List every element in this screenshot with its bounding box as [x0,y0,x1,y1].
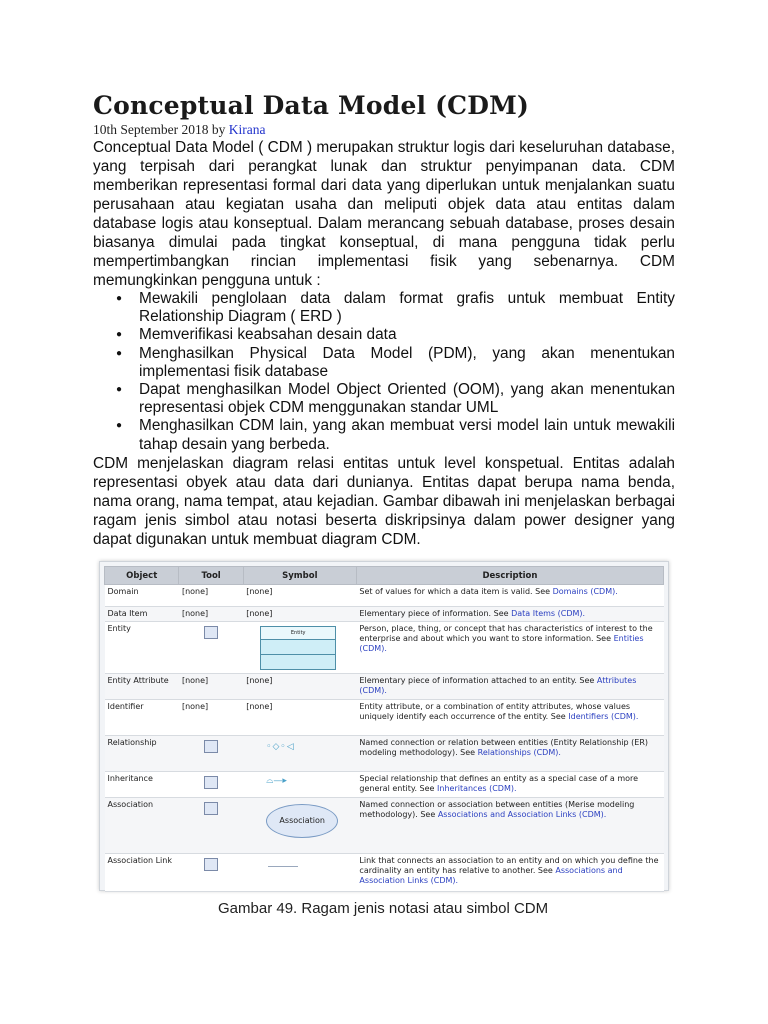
cdm-notation-figure [99,561,669,891]
inheritances-link[interactable]: Inheritances (CDM). [437,784,517,793]
inheritance-symbol-icon: ⌓—▸ [266,776,287,786]
col-description: Description [356,567,663,585]
list-item: ● Menghasilkan Physical Data Model (PDM), yang akan menentukan implementasi fisik database [116,344,675,380]
associations-link[interactable]: Associations and Association Links (CDM). [437,810,607,819]
domains-link[interactable]: Domains (CDM). [552,587,618,596]
table-row: Entity Attribute [none] [none] Elementary piece of information attached to an entity. See Attributes (CDM). [105,674,664,700]
attributes-link[interactable]: Attributes (CDM). [359,676,637,695]
closing-paragraph: CDM menjelaskan diagram relasi entitas untuk level konspetual. Entitas adalah representasi obyek atau data dari dunianya. Entitas dapat berupa nama benda, nama orang, nama tempat, atau kejadian. Gambar dibawah ini menjelaskan berbagai ragam jenis simbol atau notasi beserta diskripsinya dalam power designer yang dapat digunakan untuk membuat diagram CDM. [93,454,675,548]
bullet-icon: ● [116,329,123,341]
relationship-symbol-icon: ◦◇◦◁ [266,742,295,752]
table-row: Inheritance ⌓—▸ Special relationship that defines an entity as a special case of a more general entity. See Inheritances (CDM). [105,772,664,798]
entity-tool-icon [204,626,218,639]
post-by: by [211,122,226,137]
post-date: 10th September 2018 [93,122,209,137]
relationships-link[interactable]: Relationships (CDM). [477,748,561,757]
intro-paragraph: Conceptual Data Model ( CDM ) merupakan struktur logis dari keseluruhan database, yang terpisah dari perangkat lunak dan struktur penyimpanan data. CDM memberikan representasi formal dari data yang diperlukan untuk menjalankan suatu perusahaan atau kegiatan usaha dan meliputi objek data atau entitas dalam database logis atau konseptual. Dalam merancang sebuah database, proses desain biasanya dimulai pada tingkat konseptual, di mana pengguna tidak perlu mempertimbangkan rincian implementasi fisik yang sebenarnya. CDM memungkinkan pengguna untuk : [93,139,675,289]
col-symbol: Symbol [243,567,356,585]
entity-symbol-icon: Entity [260,626,336,670]
association-links-link[interactable]: Associations and Association Links (CDM). [359,866,623,885]
bullet-icon: ● [116,420,123,432]
relationship-tool-icon [204,740,218,753]
bullet-icon: ● [116,293,123,304]
table-row: Entity Entity Person, place, thing, or concept that has characteristics of interest to the enterprise and about which you want to store information. See Entities (CDM). [105,622,664,674]
list-item: ● Memverifikasi keabsahan desain data [116,326,397,344]
table-row: Association Association Named connection or association between entities (Merise modeling methodology). See Associations and Association Links (CDM). [105,798,664,854]
identifiers-link[interactable]: Identifiers (CDM). [568,712,639,721]
table-row: Identifier [none] [none] Entity attribute, or a combination of entity attributes, whose values uniquely identify each occurrence of the entity. See Identifiers (CDM). [105,700,664,736]
page-title: Conceptual Data Model (CDM) [93,91,530,120]
figure-caption: Gambar 49. Ragam jenis notasi atau simbol CDM [218,900,549,917]
table-row: Relationship ◦◇◦◁ Named connection or relation between entities (Entity Relationship (ER) modeling methodology). See Relationships (CDM). [105,736,664,772]
list-item: ● Dapat menghasilkan Model Object Oriented (OOM), yang akan menentukan representasi objek CDM menggunakan standar UML [116,381,675,417]
association-symbol-icon: Association [266,804,338,838]
association-link-symbol-icon [268,866,298,867]
capability-list [93,290,675,454]
article-body [93,138,675,549]
post-meta [93,122,675,138]
col-tool: Tool [179,567,243,585]
table-row: Association Link Link that connects an association to an entity and on which you define the cardinality an entity has relative to another. See Associations and Association Links (CDM). [105,854,664,892]
table-header-row [105,567,664,585]
inheritance-tool-icon [204,776,218,789]
entities-link[interactable]: Entities (CDM). [359,634,644,653]
data-items-link[interactable]: Data Items (CDM). [511,609,586,618]
col-object: Object [105,567,179,585]
notation-table [104,566,664,892]
table-row: Data Item [none] [none] Elementary piece of information. See Data Items (CDM). [105,607,664,622]
author-link[interactable]: Kirana [228,122,266,137]
list-item: ● Menghasilkan CDM lain, yang akan membuat versi model lain untuk mewakili tahap desain yang berbeda. [116,417,675,453]
association-tool-icon [204,802,218,815]
article [93,90,675,549]
bullet-icon: ● [116,347,123,359]
table-row: Domain [none] [none] Set of values for which a data item is valid. See Domains (CDM). [105,585,664,607]
association-link-tool-icon [204,858,218,871]
list-item: ● Mewakili penglolaan data dalam format grafis untuk membuat Entity Relationship Diagram ( ERD ) [116,290,675,326]
bullet-icon: ● [116,384,123,396]
